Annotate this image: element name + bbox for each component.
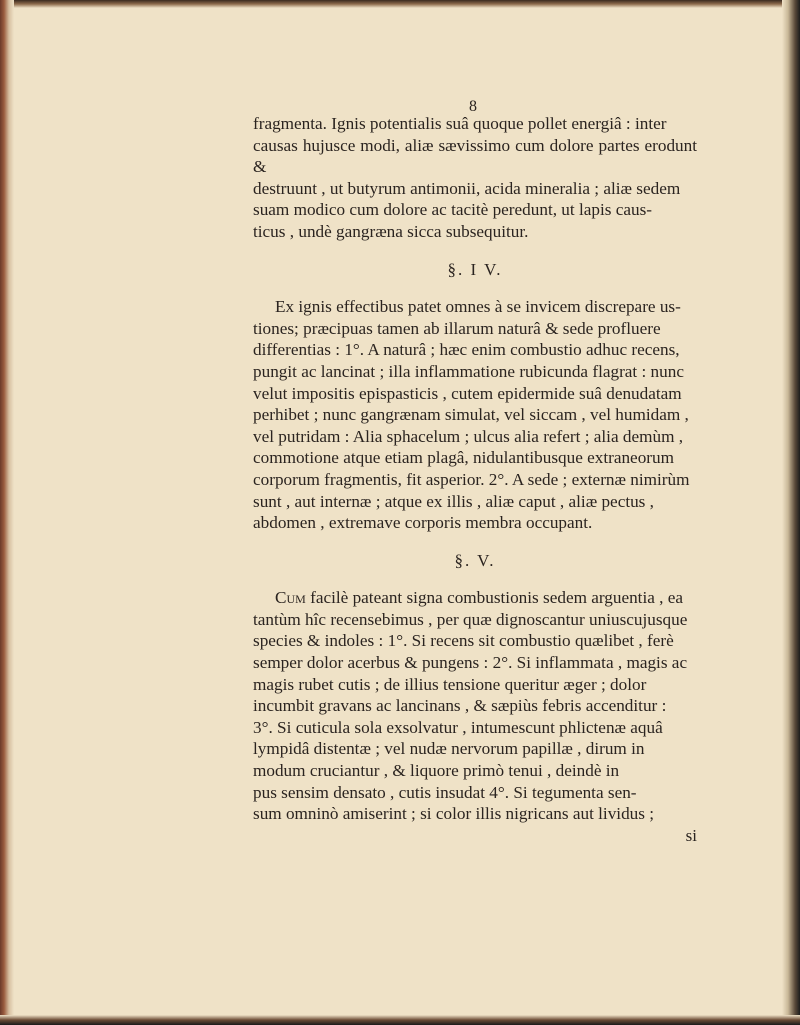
page-number: 8 xyxy=(469,98,477,115)
section-heading-5: §. V. xyxy=(454,550,496,570)
text-line: destruunt , ut butyrum antimonii, acida mineralia ; aliæ sedem xyxy=(253,178,681,198)
text-line: commotione atque etiam plagâ, nidulantibusque extraneorum xyxy=(253,448,674,468)
text-line: suam modico cum dolore ac tacitè peredunt, ut lapis caus- xyxy=(253,200,652,220)
text-line: abdomen , extremave corporis membra occupant. xyxy=(253,513,593,533)
text-line: differentias : 1°. A naturâ ; hæc enim combustio adhuc recens, xyxy=(253,340,680,360)
text-line xyxy=(253,587,697,609)
page-edge-bottom xyxy=(0,1015,800,1025)
text-line: semper dolor acerbus & pungens : 2°. Si inflammata , magis ac xyxy=(253,653,688,673)
text-line: modum cruciantur , & liquore primò tenui , deindè in xyxy=(253,761,620,781)
catchword: si xyxy=(685,825,697,845)
text-line: sunt , aut internæ ; atque ex illis , aliæ caput , aliæ pectus , xyxy=(253,491,654,511)
text-line: perhibet ; nunc gangrænam simulat, vel siccam , vel humidam , xyxy=(253,405,689,425)
text-line: pungit ac lancinat ; illa inflammatione rubicunda flagrat : nunc xyxy=(253,361,684,381)
text-line-rest: facilè pateant signa combustionis sedem arguentia , ea xyxy=(305,588,684,608)
text-line: magis rubet cutis ; de illius tensione queritur æger ; dolor xyxy=(253,674,647,694)
text-line: incumbit gravans ac lancinans , & sæpiùs febris accenditur : xyxy=(253,696,667,716)
text-line: lympidâ distentæ ; vel nudæ nervorum papillæ , dirum in xyxy=(253,739,645,759)
text-line: 3°. Si cuticula sola exsolvatur , intumescunt phlictenæ aquâ xyxy=(253,717,663,737)
section-heading-4: §. I V. xyxy=(447,259,503,279)
page-edge-top xyxy=(0,0,800,8)
text-line: Ex ignis effectibus patet omnes à se invicem discrepare us- xyxy=(275,297,681,317)
text-line: tantùm hîc recensebimus , per quæ dignoscantur uniuscujusque xyxy=(253,609,688,629)
text-line: fragmenta. Ignis potentialis suâ quoque pollet energiâ : inter xyxy=(253,114,667,133)
text-line: tiones; præcipuas tamen ab illarum naturâ & sede profluere xyxy=(253,318,661,338)
text-line: causas hujusce modi, aliæ sævissimo cum dolore partes erodunt & xyxy=(253,135,697,177)
text-line: sum omninò amiserint ; si color illis nigricans aut lividus ; xyxy=(253,804,655,824)
text-line: pus sensim densato , cutis insudat 4°. Si tegumenta sen- xyxy=(253,782,637,802)
page-edge-right xyxy=(782,0,800,1025)
page-edge-left xyxy=(0,0,14,1025)
text-line: species & indoles : 1°. Si recens sit combustio quælibet , ferè xyxy=(253,631,674,651)
text-line: ticus , undè gangræna sicca subsequitur. xyxy=(253,221,529,241)
text-line: corporum fragmentis, fit asperior. 2°. A sede ; externæ nimirùm xyxy=(253,469,690,489)
paragraph-2 xyxy=(253,296,697,534)
text-line: vel putridam : Alia sphacelum ; ulcus alia refert ; alia demùm , xyxy=(253,426,684,446)
paragraph-1 xyxy=(253,113,697,243)
paragraph-3 xyxy=(253,587,697,825)
text-line: velut impositis epispasticis , cutem epidermide suâ denudatam xyxy=(253,383,682,403)
text-block xyxy=(253,95,697,846)
lead-word: Cum xyxy=(275,588,306,608)
